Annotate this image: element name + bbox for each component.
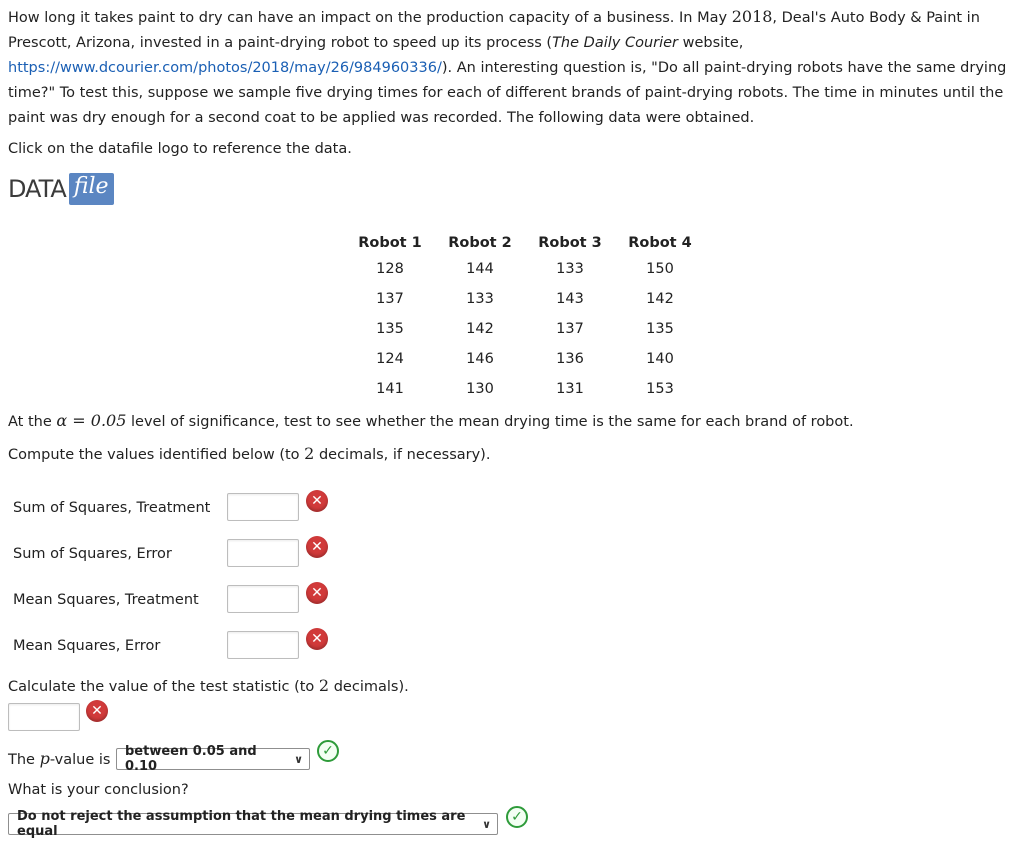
conclusion-select[interactable] bbox=[8, 809, 498, 839]
source-name: The Daily Courier bbox=[552, 35, 679, 51]
x-circle-icon: ✕ bbox=[306, 490, 328, 512]
year: 2018 bbox=[731, 7, 773, 26]
sum-squares-error-input[interactable] bbox=[227, 539, 299, 567]
datafile-logo-file: file bbox=[69, 173, 114, 205]
pvalue-label: The p-value is bbox=[8, 749, 111, 768]
column-header: Robot 1 bbox=[358, 235, 422, 251]
question-label: Mean Squares, Error bbox=[13, 638, 161, 654]
conclusion-selected-value: Do not reject the assumption that the mean drying times are equal bbox=[17, 809, 466, 839]
pvalue-select[interactable] bbox=[116, 744, 310, 774]
alpha-instruction: At the α = 0.05 level of significance, test to see whether the mean drying time is the same for each brand of robot. bbox=[8, 411, 854, 430]
x-circle-icon: ✕ bbox=[306, 536, 328, 558]
pvalue-selected-value: between 0.05 and 0.10 bbox=[125, 744, 257, 774]
test-statistic-instruction: Calculate the value of the test statistic (to 2 decimals). bbox=[8, 676, 409, 695]
table-cell: 135 bbox=[376, 321, 404, 337]
table-cell: 146 bbox=[466, 351, 494, 367]
chevron-down-icon: ∨ bbox=[482, 817, 491, 831]
column-header: Robot 3 bbox=[538, 235, 602, 251]
question-label: Sum of Squares, Treatment bbox=[13, 500, 211, 516]
table-cell: 141 bbox=[376, 381, 404, 397]
table-header-row bbox=[345, 232, 705, 254]
x-circle-icon: ✕ bbox=[86, 700, 108, 722]
x-circle-icon: ✕ bbox=[306, 582, 328, 604]
table-cell: 128 bbox=[376, 261, 404, 277]
x-circle-icon: ✕ bbox=[306, 628, 328, 650]
data-table bbox=[345, 232, 705, 404]
table-row bbox=[345, 284, 705, 314]
table-cell: 124 bbox=[376, 351, 404, 367]
conclusion-question: What is your conclusion? bbox=[8, 782, 189, 798]
chevron-down-icon: ∨ bbox=[294, 752, 303, 766]
table-cell: 137 bbox=[556, 321, 584, 337]
table-cell: 137 bbox=[376, 291, 404, 307]
table-cell: 143 bbox=[556, 291, 584, 307]
table-cell: 133 bbox=[466, 291, 494, 307]
table-cell: 142 bbox=[466, 321, 494, 337]
table-cell: 142 bbox=[646, 291, 674, 307]
test-statistic-input[interactable] bbox=[8, 703, 80, 731]
column-header: Robot 2 bbox=[448, 235, 512, 251]
sum-squares-treatment-input[interactable] bbox=[227, 493, 299, 521]
table-cell: 153 bbox=[646, 381, 674, 397]
question-label: Sum of Squares, Error bbox=[13, 546, 172, 562]
alpha-value: α = 0.05 bbox=[56, 411, 127, 430]
table-cell: 140 bbox=[646, 351, 674, 367]
check-circle-icon: ✓ bbox=[317, 740, 339, 762]
table-cell: 136 bbox=[556, 351, 584, 367]
table-cell: 133 bbox=[556, 261, 584, 277]
mean-squares-treatment-input[interactable] bbox=[227, 585, 299, 613]
compute-instruction: Compute the values identified below (to 2 decimals, if necessary). bbox=[8, 444, 491, 463]
source-link[interactable]: https://www.dcourier.com/photos/2018/may/26/984960336/ bbox=[8, 60, 442, 76]
table-row bbox=[345, 254, 705, 284]
column-header: Robot 4 bbox=[628, 235, 692, 251]
datafile-logo-data: DATA bbox=[8, 175, 66, 203]
mean-squares-error-input[interactable] bbox=[227, 631, 299, 659]
table-cell: 130 bbox=[466, 381, 494, 397]
datafile-logo[interactable] bbox=[8, 172, 114, 206]
table-cell: 135 bbox=[646, 321, 674, 337]
table-cell: 131 bbox=[556, 381, 584, 397]
click-note: Click on the datafile logo to reference the data. bbox=[8, 141, 352, 157]
table-cell: 150 bbox=[646, 261, 674, 277]
table-row bbox=[345, 314, 705, 344]
table-row bbox=[345, 374, 705, 404]
question-label: Mean Squares, Treatment bbox=[13, 592, 199, 608]
table-cell: 144 bbox=[466, 261, 494, 277]
check-circle-icon: ✓ bbox=[506, 806, 528, 828]
problem-intro: How long it takes paint to dry can have an impact on the production capacity of a business. In May 2018, Deal's Auto Body & Paint in Prescott, Arizona, invested in a paint-drying robot to speed up its process (The Daily Courier website, https://www.dcourier.com/photos/2018/may/26/984960336/). An interesting question is, "Do all paint-drying robots have the same drying time?" To test this, suppose we sample five drying times for each of different brands of paint-drying robots. The time in minutes until the paint was dry enough for a second coat to be applied was recorded. The following data were obtained. bbox=[8, 7, 1007, 126]
p-symbol: p bbox=[39, 749, 50, 768]
table-row bbox=[345, 344, 705, 374]
